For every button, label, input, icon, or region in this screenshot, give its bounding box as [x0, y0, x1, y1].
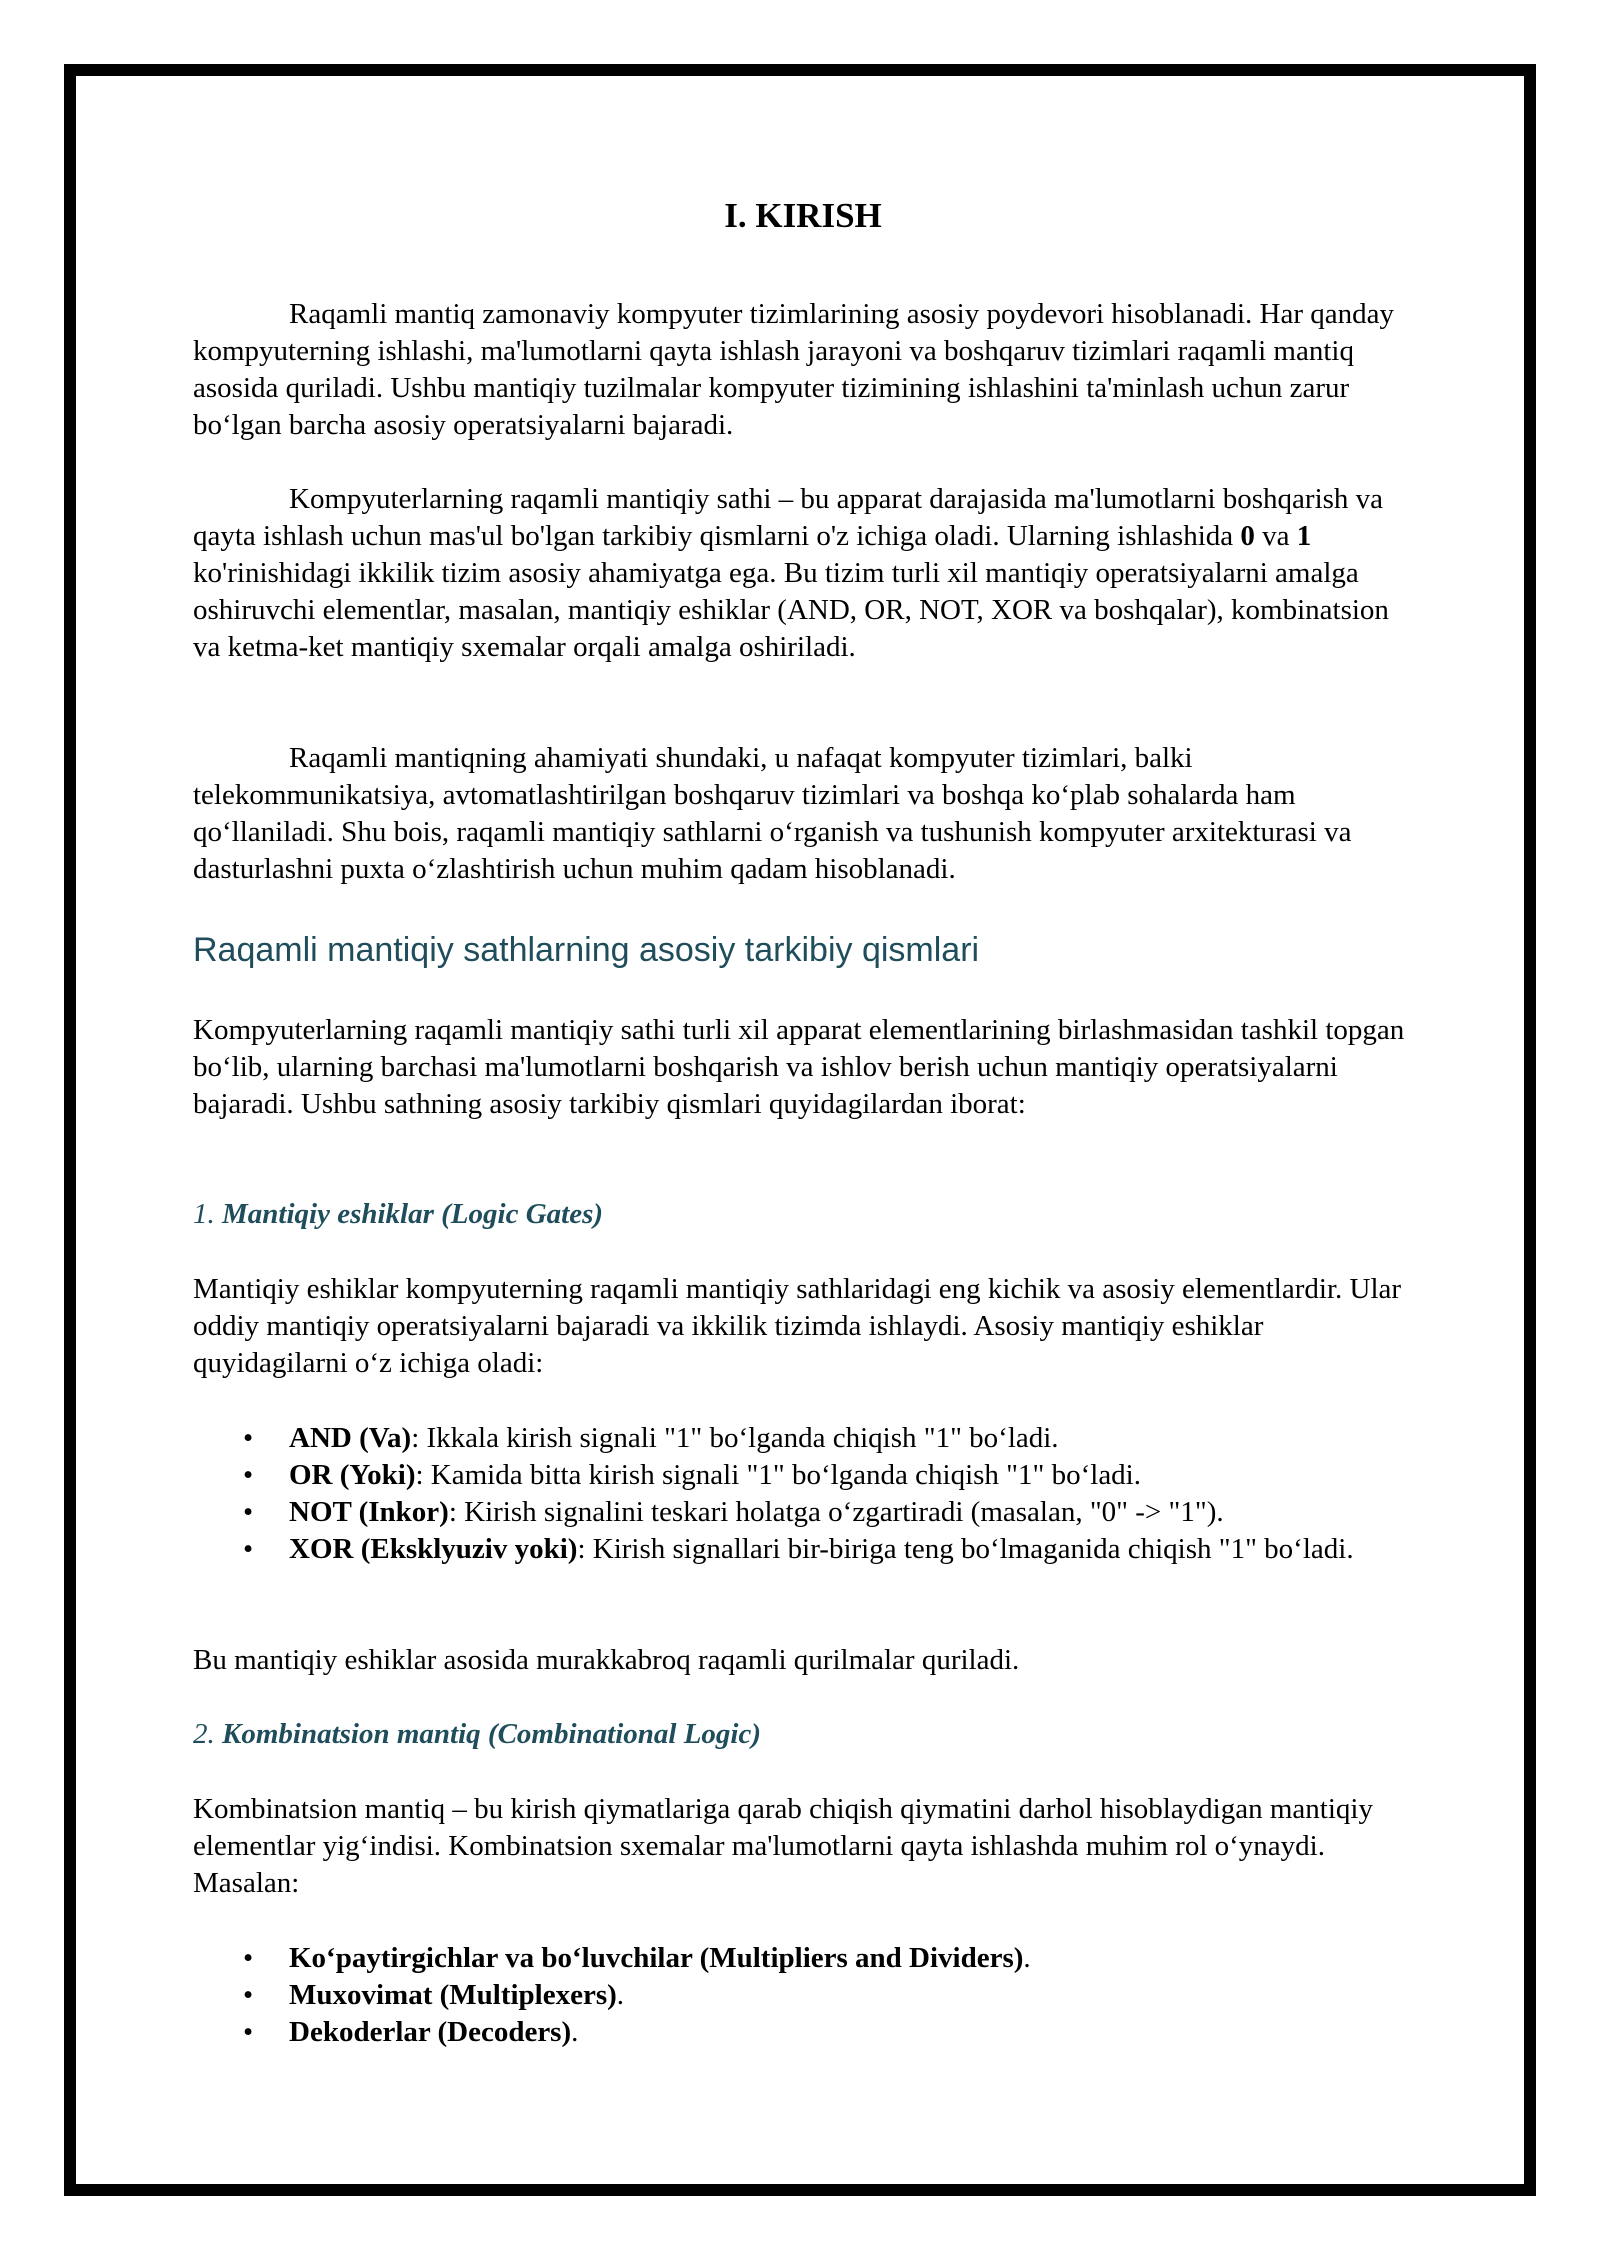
subsection-2-paragraph: Kombinatsion mantiq – bu kirish qiymatlariga qarab chiqish qiymatini darhol hisoblaydigan mantiqiy elementlar yig‘indisi. Kombinatsion sxemalar ma'lumotlarni qayta ishlashda muhim rol o‘ynaydi. Masalan: — [193, 1793, 1373, 1899]
section-intro-paragraph: Kompyuterlarning raqamli mantiqiy sathi turli xil apparat elementlarining birlashmasidan tashkil topgan bo‘lib, ularning barchasi ma'lumotlarni boshqarish va ishlov berish uchun mantiqiy operatsiyalarni bajaradi. Ushbu sathning asosiy tarkibiy qismlari quyidagilardan iborat: — [193, 1014, 1405, 1120]
list-item-desc: : Ikkala kirish signali "1" bo‘lganda chiqish "1" bo‘ladi. — [411, 1422, 1059, 1454]
subsection-1-closing: Bu mantiqiy eshiklar asosida murakkabroq raqamli qurilmalar quriladi. — [193, 1644, 1020, 1676]
binary-zero: 0 — [1240, 520, 1255, 552]
logic-gates-list — [193, 1420, 1413, 1568]
subsection-1-title: Mantiqiy eshiklar (Logic Gates) — [222, 1198, 604, 1230]
list-item-desc: : Kirish signalini teskari holatga o‘zgartiradi (masalan, "0" -> "1"). — [448, 1496, 1224, 1528]
list-item — [193, 1420, 1413, 1457]
list-item-desc: . — [571, 2016, 579, 2048]
list-item-desc: : Kamida bitta kirish signali "1" bo‘lganda chiqish "1" bo‘ladi. — [415, 1459, 1141, 1491]
list-item-term: Muxovimat (Multiplexers) — [289, 1979, 617, 2011]
subsection-1-paragraph: Mantiqiy eshiklar kompyuterning raqamli mantiqiy sathlaridagi eng kichik va asosiy elementlardir. Ular oddiy mantiqiy operatsiyalarni bajaradi va ikkilik tizimda ishlaydi. Asosiy mantiqiy eshiklar quyidagilarni o‘z ichiga oladi: — [193, 1273, 1402, 1379]
section-heading: Raqamli mantiqiy sathlarning asosiy tarkibiy qismlari — [193, 931, 980, 969]
combinational-list — [193, 1940, 1413, 2051]
list-item-term: XOR (Eksklyuziv yoki) — [289, 1533, 578, 1565]
list-item-desc: . — [616, 1979, 625, 2011]
subsection-2-title: Kombinatsion mantiq (Combinational Logic) — [222, 1718, 762, 1750]
list-item-term: NOT (Inkor) — [289, 1496, 449, 1528]
subsection-1-heading — [193, 1196, 603, 1233]
list-item — [193, 2014, 1413, 2051]
list-item-desc: : Kirish signallari bir-biriga teng bo‘lmaganida chiqish "1" bo‘ladi. — [577, 1533, 1354, 1565]
intro-paragraph-3: Raqamli mantiqning ahamiyati shundaki, u nafaqat kompyuter tizimlari, balki telekommunikatsiya, avtomatlashtirilgan boshqaruv tizimlari va boshqa ko‘plab sohalarda ham qo‘llaniladi. Shu bois, raqamli mantiqiy sathlarni o‘rganish va tushunish kompyuter arxitekturasi va dasturlashni puxta o‘zlashtirish uchun muhim qadam hisoblanadi. — [193, 742, 1352, 885]
intro-paragraph-1: Raqamli mantiq zamonaviy kompyuter tizimlarining asosiy poydevori hisoblanadi. Har qanday kompyuterning ishlashi, ma'lumotlarni qayta ishlash jarayoni va boshqaruv tizimlari raqamli mantiq asosida quriladi. Ushbu mantiqiy tuzilmalar kompyuter tizimining ishlashini ta'minlash uchun zarur bo‘lgan barcha asosiy operatsiyalarni bajaradi. — [193, 298, 1394, 441]
intro-paragraph-2-part-b: va — [1254, 520, 1297, 552]
subsection-1-number: 1. — [193, 1198, 222, 1230]
intro-paragraph-2-part-a: Kompyuterlarning raqamli mantiqiy sathi – bu apparat darajasida ma'lumotlarni boshqarish va qayta ishlash uchun mas'ul bo'lgan tarkibiy qismlarni o'z ichiga oladi. Ularning ishlashida — [193, 483, 1384, 552]
list-item — [193, 1457, 1413, 1494]
list-item — [193, 1977, 1413, 2014]
list-item-term: AND (Va) — [289, 1422, 412, 1454]
page-title: I. KIRISH — [724, 196, 882, 235]
list-item-desc: . — [1023, 1942, 1031, 1974]
list-item — [193, 1531, 1413, 1568]
subsection-2-number: 2. — [193, 1718, 222, 1750]
intro-paragraph-2 — [193, 481, 1413, 666]
list-item — [193, 1940, 1413, 1977]
binary-one: 1 — [1296, 520, 1312, 552]
list-item — [193, 1494, 1413, 1531]
intro-paragraph-2-part-c: ko'rinishidagi ikkilik tizim asosiy ahamiyatga ega. Bu tizim turli xil mantiqiy operatsiyalarni amalga oshiruvchi elementlar, masalan, mantiqiy eshiklar (AND, OR, NOT, XOR va boshqalar), kombinatsion va ketma-ket mantiqiy sxemalar orqali amalga oshiriladi. — [193, 557, 1389, 663]
subsection-2-heading — [193, 1716, 761, 1753]
list-item-term: Ko‘paytirgichlar va bo‘luvchilar (Multipliers and Dividers) — [289, 1942, 1024, 1974]
list-item-term: OR (Yoki) — [289, 1459, 416, 1491]
list-item-term: Dekoderlar (Decoders) — [289, 2016, 572, 2048]
